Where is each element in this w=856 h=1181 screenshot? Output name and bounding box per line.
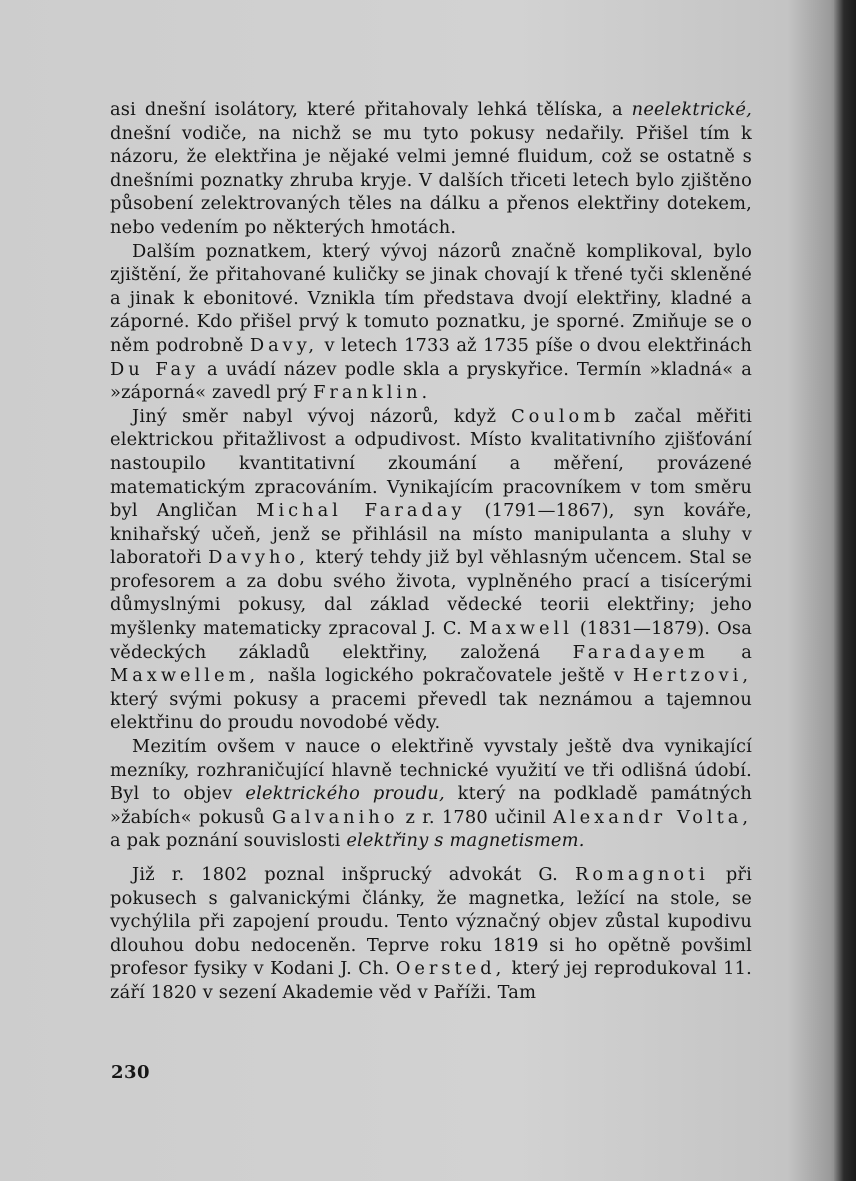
- paragraph-5: [110, 863, 752, 1005]
- paragraph-3: [110, 405, 752, 735]
- text-run: který svými pokusy a pracemi převedl tak neznámou a tajemnou elektřinu do proudu novodobé vědy.: [110, 688, 752, 734]
- paragraph-2: [110, 240, 752, 405]
- text-run: při pokusech s galvanickými články, že magnetka, ležící na stole, se vychýlila při zapojení proudu. Tento význačný objev zůstal kupodivu dlouhou dobu nedoceněn. Teprve roku 1819 si ho opětně povšiml profesor fysiky v Kodani J. Ch.: [110, 864, 752, 980]
- text-run: Již r. 1802 poznal inšprucký advokát G.: [132, 864, 575, 885]
- spaced-name: Galvaniho: [272, 806, 399, 828]
- book-spine-shadow: [834, 0, 856, 1181]
- text-run: asi dnešní isolátory, které přitahovaly lehká tělíska, a: [110, 99, 632, 120]
- text-run: (1831—1879). Osa vědeckých základů elektřiny, založená: [110, 618, 753, 663]
- text-run: a pak poznání souvislosti: [110, 830, 347, 852]
- paragraph-1: [110, 98, 752, 240]
- spaced-name: Coulomb: [511, 405, 620, 427]
- text-run: (1791—1867), syn kováře, knihařský učeň, jenž se přihlásil na místo manipulanta a sluhy v laboratoři: [110, 500, 752, 569]
- spaced-name: Davyho,: [208, 547, 309, 569]
- spaced-name: Hertzovi,: [632, 665, 752, 687]
- italic-term: neelektrické,: [631, 99, 752, 120]
- paragraph-4: [110, 735, 752, 853]
- spaced-name: Romagnoti: [574, 864, 709, 885]
- spaced-name: Franklin.: [313, 382, 432, 404]
- spaced-name: Davy,: [249, 334, 319, 356]
- text-run: Jiný směr nabyl vývoj názorů, když: [132, 405, 512, 427]
- text-run: který na podkladě památných »žabích« pokusů: [110, 783, 752, 828]
- spaced-name: Alexandr Volta,: [553, 806, 752, 828]
- body-text: [110, 98, 752, 1005]
- text-run: Mezitím ovšem v nauce o elektřině vyvstaly ještě dva vynikající mezníky, rozhraničující hlavně technické využití ve tři odlišná údobí. Byl to objev: [110, 736, 752, 805]
- text-run: dnešní vodiče, na nichž se mu tyto pokusy nedařily. Přišel tím k názoru, že elektřina je nějaké velmi jemné fluidum, což se ostatně s dnešními poznatky zhruba kryje. V dalších třiceti letech bylo zjištěno působení zelektrovaných těles na dálku a přenos elektřiny dotekem, nebo vedením po některých hmotách.: [110, 122, 752, 238]
- page-number: 230: [111, 1062, 151, 1083]
- text-run: začal měřiti elektrickou přitažlivost a odpudivost. Místo kvalitativního zjišťování nastoupilo kvantitativní zkoumání a měření, provázené matematickým zpracováním. Vynikajícím pracovníkem v tom směru byl Angličan: [110, 405, 752, 522]
- italic-term: elektřiny s magnetismem.: [346, 830, 585, 852]
- text-run: který jej reprodukoval 11. září 1820 v sezení Akademie věd v Paříži. Tam: [110, 958, 752, 1003]
- text-run: a uvádí název podle skla a pryskyřice. Termín »kladná« a »záporná« zavedl prý: [110, 358, 752, 404]
- text-run: z r. 1780 učinil: [398, 806, 554, 828]
- text-run: Dalším poznatkem, který vývoj názorů značně komplikoval, bylo zjištění, že přitahované kuličky se jinak chovají k třené tyči skleněné a jinak k ebonitové. Vznikla tím představa dvojí elektřiny, kladné a záporné. Kdo přišel prvý k tomuto poznatku, je sporné. Zmiňuje se o něm podrobně: [110, 240, 752, 356]
- text-run: našla logického pokračovatele ještě v: [259, 665, 633, 687]
- spaced-name: Michal Faraday: [256, 500, 466, 522]
- spaced-name: Faradayem: [572, 641, 709, 663]
- text-run: v letech 1733 až 1735 píše o dvou elektřinách: [318, 334, 752, 356]
- spaced-name: Du Fay: [110, 358, 200, 380]
- spaced-name: Oersted,: [395, 958, 506, 980]
- spaced-name: Maxwell: [468, 618, 573, 640]
- italic-term: elektrického proudu,: [245, 783, 445, 805]
- spaced-name: Maxwellem,: [110, 665, 259, 687]
- text-run: a: [708, 641, 752, 663]
- text-run: který tehdy již byl věhlasným učencem. Stal se profesorem a za dobu svého života, vyplněného prací a tisícerými důmyslnými pokusy, dal základ vědecké teorii elektřiny; jeho myšlenky matematicky zpracoval J. C.: [110, 547, 752, 640]
